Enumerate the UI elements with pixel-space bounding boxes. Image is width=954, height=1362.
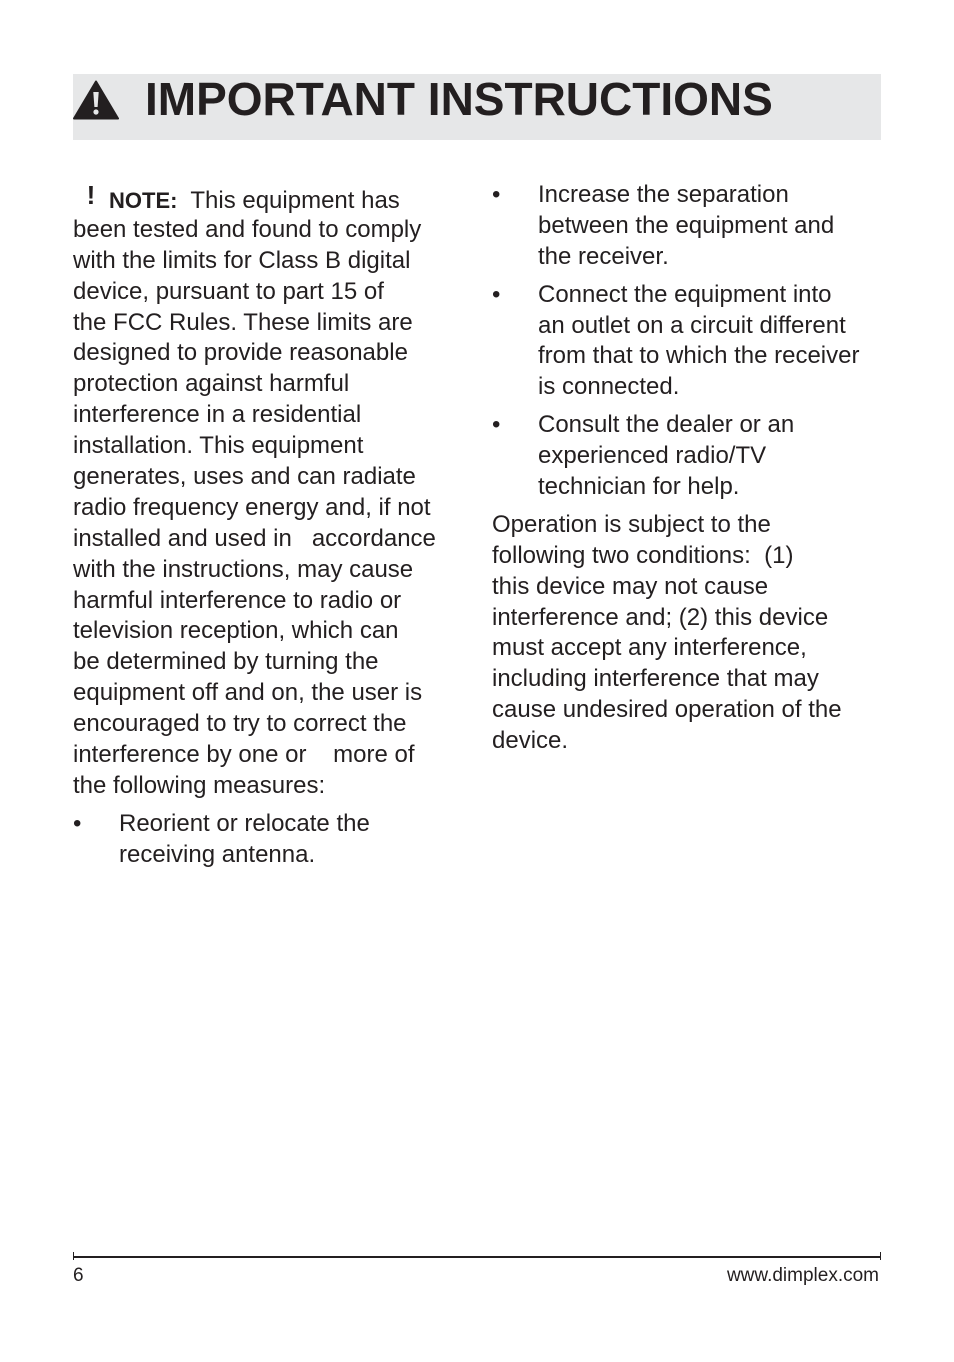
bullet-text-line: receiving antenna. bbox=[119, 840, 316, 868]
note-first-line bbox=[73, 180, 473, 215]
bullet-text-line: from that to which the receiver bbox=[538, 342, 860, 370]
left-column bbox=[73, 180, 473, 871]
bullet-symbol: • bbox=[492, 280, 501, 308]
paragraph-line: Operation is subject to the bbox=[492, 510, 771, 538]
note-text-line: be determined by turning the bbox=[73, 648, 379, 676]
website-link[interactable]: www.dimplex.com bbox=[726, 1265, 879, 1286]
bullet-text-line: Consult the dealer or an bbox=[538, 411, 795, 439]
bullet-symbol: • bbox=[73, 809, 82, 837]
bullet-item-separation bbox=[492, 180, 892, 273]
note-text-line: with the limits for Class B digital bbox=[73, 246, 411, 274]
note-text-line: generates, uses and can radiate bbox=[73, 463, 416, 491]
note-text-line: device, pursuant to part 15 of bbox=[73, 277, 384, 305]
page-title: IMPORTANT INSTRUCTIONS bbox=[145, 73, 773, 125]
footer-tick bbox=[880, 1252, 881, 1260]
footer-tick bbox=[73, 1252, 74, 1260]
paragraph-line: interference and; (2) this device bbox=[492, 603, 829, 631]
bullet-symbol: • bbox=[492, 411, 501, 439]
bullet-text-line: an outlet on a circuit different bbox=[538, 311, 846, 339]
exclamation-icon: ! bbox=[86, 180, 96, 210]
bullet-text-line: is connected. bbox=[538, 373, 680, 401]
note-text-line: interference in a residential bbox=[73, 401, 362, 429]
page-number: 6 bbox=[73, 1265, 84, 1286]
bullet-text-line: Reorient or relocate the bbox=[119, 809, 370, 837]
note-text-line: designed to provide reasonable bbox=[73, 339, 408, 367]
paragraph-line: cause undesired operation of the bbox=[492, 696, 842, 724]
bullet-text-line: between the equipment and bbox=[538, 211, 835, 239]
bullet-text-line: Increase the separation bbox=[538, 181, 789, 208]
bullet-text-line: Connect the equipment into bbox=[538, 280, 832, 308]
note-text-line: interference by one or more of bbox=[73, 741, 415, 769]
note-text-line: This equipment has bbox=[177, 187, 400, 214]
bullet-item-reorient bbox=[73, 809, 473, 871]
footer-rule bbox=[73, 1256, 881, 1258]
note-text-line: been tested and found to comply bbox=[73, 215, 422, 243]
note-text-line: the following measures: bbox=[73, 771, 326, 799]
left-bullet-list bbox=[73, 809, 473, 871]
paragraph-line: this device may not cause bbox=[492, 572, 769, 600]
note-text-line: installed and used in accordance bbox=[73, 524, 436, 552]
paragraph-line: device. bbox=[492, 727, 569, 755]
note-label: NOTE: bbox=[109, 188, 178, 213]
note-text-line: radio frequency energy and, if not bbox=[73, 493, 431, 521]
bullet-text-line: the receiver. bbox=[538, 242, 669, 270]
note-text-line: television reception, which can bbox=[73, 617, 399, 645]
bullet-text-line: technician for help. bbox=[538, 473, 740, 501]
note-text-line: installation. This equipment bbox=[73, 432, 364, 460]
bullet-item-consult bbox=[492, 410, 892, 503]
bullet-symbol: • bbox=[492, 181, 501, 208]
bullet-item-outlet bbox=[492, 280, 892, 404]
right-column bbox=[492, 180, 892, 757]
note-text-line: equipment off and on, the user is bbox=[73, 679, 423, 707]
conditions-paragraph bbox=[492, 510, 892, 757]
bullet-text-line: experienced radio/TV bbox=[538, 442, 767, 470]
note-text-line: with the instructions, may cause bbox=[73, 555, 414, 583]
warning-triangle-icon bbox=[73, 80, 119, 120]
paragraph-line: must accept any interference, bbox=[492, 634, 807, 662]
note-text-line: protection against harmful bbox=[73, 370, 350, 398]
note-text-line: harmful interference to radio or bbox=[73, 586, 402, 614]
note-text-line: the FCC Rules. These limits are bbox=[73, 308, 413, 336]
note-text-line: encouraged to try to correct the bbox=[73, 710, 407, 738]
paragraph-line: following two conditions: (1) bbox=[492, 541, 794, 569]
paragraph-line: including interference that may bbox=[492, 665, 819, 693]
